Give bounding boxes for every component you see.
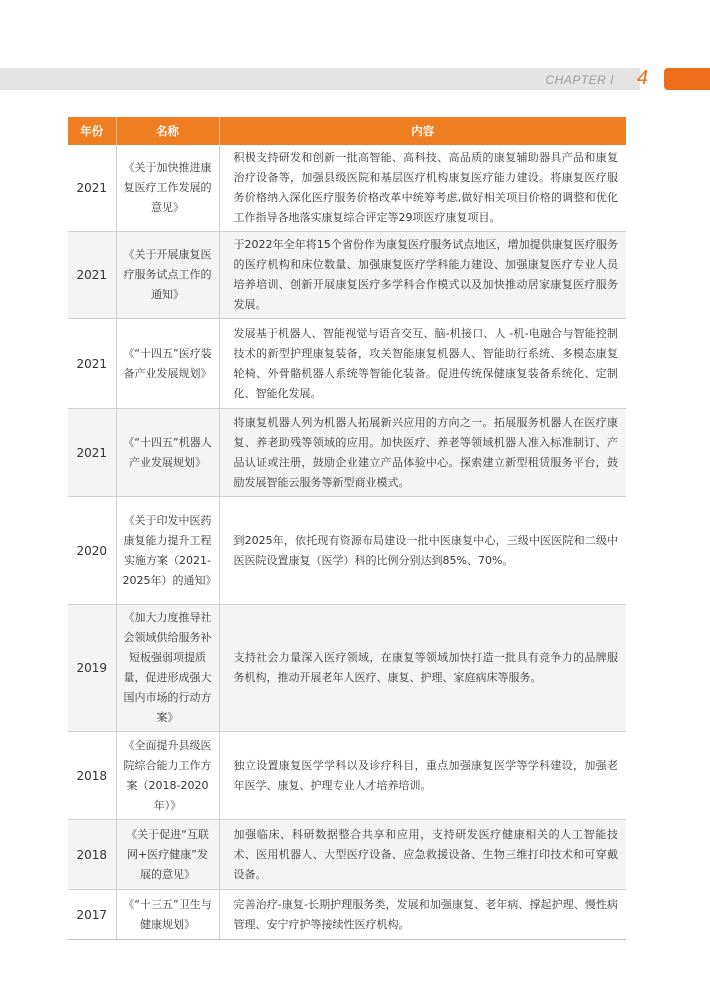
row-year: 2021 bbox=[68, 232, 116, 319]
row-year: 2017 bbox=[68, 890, 116, 940]
row-content: 将康复机器人列为机器人拓展新兴应用的方向之一。拓展服务机器人在医疗康复、养老助残等领域的应用。加快医疗、养老等领域机器人准入标准制订、产品认证或注册，鼓励企业建立产品体验中心。探索建立新型租赁服务平台，鼓励发展智能云服务等新型商业模式。 bbox=[219, 409, 626, 497]
row-policy-name: 《“十四五”机器人产业发展规划》 bbox=[116, 409, 219, 497]
page-number: 4 bbox=[637, 67, 649, 89]
row-year: 2019 bbox=[68, 605, 116, 732]
row-year: 2018 bbox=[68, 820, 116, 890]
table-row bbox=[68, 605, 626, 732]
row-content: 独立设置康复医学学科以及诊疗科目，重点加强康复医学等学科建设，加强老年医学、康复、护理专业人才培养培训。 bbox=[219, 732, 626, 820]
row-year: 2021 bbox=[68, 145, 116, 232]
header-band bbox=[0, 68, 640, 90]
row-content: 到2025年，依托现有资源布局建设一批中医康复中心，三级中医医院和二级中医医院设置康复（医学）科的比例分别达到85%、70%。 bbox=[219, 497, 626, 605]
table-row bbox=[68, 319, 626, 409]
row-year: 2018 bbox=[68, 732, 116, 820]
row-policy-name: 《“十三五”卫生与健康规划》 bbox=[116, 890, 219, 940]
table-row bbox=[68, 820, 626, 890]
table-row bbox=[68, 145, 626, 232]
row-year: 2021 bbox=[68, 319, 116, 409]
row-content: 发展基于机器人、智能视觉与语音交互、脑-机接口、人 -机-电融合与智能控制技术的新型护理康复装备，攻关智能康复机器人、智能助行系统、多模态康复轮椅、外骨骼机器人系统等智能化装备。促进传统保健康复装备系统化、定制化、智能化发展。 bbox=[219, 319, 626, 409]
table-row bbox=[68, 497, 626, 605]
row-content: 支持社会力量深入医疗领域，在康复等领域加快打造一批具有竞争力的品牌服务机构，推动开展老年人医疗、康复、护理、家庭病床等服务。 bbox=[219, 605, 626, 732]
table-header-row bbox=[68, 117, 626, 145]
column-header-year: 年份 bbox=[68, 117, 116, 145]
row-content: 完善治疗-康复-长期护理服务类，发展和加强康复、老年病、撑起护理、慢性病管理、安宁疗护等接续性医疗机构。 bbox=[219, 890, 626, 940]
policy-table bbox=[68, 117, 626, 940]
table-row bbox=[68, 732, 626, 820]
chapter-label: CHAPTER I bbox=[545, 73, 614, 87]
table-row bbox=[68, 232, 626, 319]
row-content: 于2022年全年将15个省份作为康复医疗服务试点地区，增加提供康复医疗服务的医疗机构和床位数量、加强康复医疗学科能力建设、加强康复医疗专业人员培养培训、创新开展康复医疗多学科合作模式以及加快推动居家康复医疗服务发展。 bbox=[219, 232, 626, 319]
column-header-content: 内容 bbox=[219, 117, 626, 145]
row-policy-name: 《关于加快推进康复医疗工作发展的意见》 bbox=[116, 145, 219, 232]
row-policy-name: 《关于印发中医药康复能力提升工程实施方案（2021-2025年）的通知》 bbox=[116, 497, 219, 605]
row-policy-name: 《关于促进“互联网+医疗健康”发展的意见》 bbox=[116, 820, 219, 890]
row-year: 2021 bbox=[68, 409, 116, 497]
orange-tab-decoration bbox=[664, 68, 710, 90]
row-content: 积极支持研发和创新一批高智能、高科技、高品质的康复辅助器具产品和康复治疗设备等，加强县级医院和基层医疗机构康复医疗能力建设。将康复医疗服务价格纳入深化医疗服务价格改革中统筹考虑,做好相关项目价格的调整和优化工作指导各地落实康复综合评定等29项医疗康复项目。 bbox=[219, 145, 626, 232]
row-policy-name: 《“十四五”医疗装备产业发展规划》 bbox=[116, 319, 219, 409]
table-row bbox=[68, 409, 626, 497]
row-content: 加强临床、科研数据整合共享和应用，支持研发医疗健康相关的人工智能技术、医用机器人、大型医疗设备、应急救援设备、生物三维打印技术和可穿戴设备。 bbox=[219, 820, 626, 890]
column-header-name: 名称 bbox=[116, 117, 219, 145]
row-policy-name: 《关于开展康复医疗服务试点工作的通知》 bbox=[116, 232, 219, 319]
row-policy-name: 《全面提升县级医院综合能力工作方案（2018-2020年）》 bbox=[116, 732, 219, 820]
table-row bbox=[68, 890, 626, 940]
row-year: 2020 bbox=[68, 497, 116, 605]
row-policy-name: 《加大力度推导社会领域供给服务补短板强弱项提质量，促进形成强大国内市场的行动方案》 bbox=[116, 605, 219, 732]
